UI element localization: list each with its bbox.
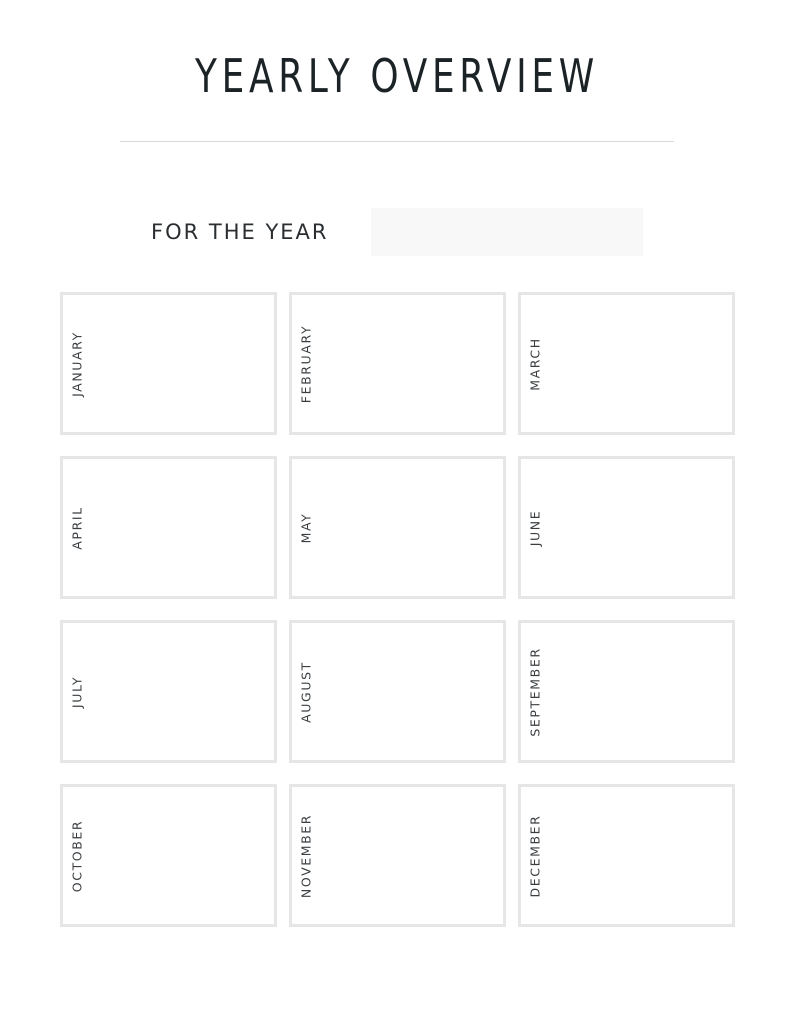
month-box-november[interactable] xyxy=(289,784,506,927)
month-label: APRIL xyxy=(69,505,85,550)
month-label: JANUARY xyxy=(69,330,85,397)
month-label: MARCH xyxy=(527,336,543,391)
month-label: SEPTEMBER xyxy=(527,646,543,737)
month-label: OCTOBER xyxy=(69,819,85,892)
title-divider xyxy=(120,141,674,142)
page-title: YEARLY OVERVIEW xyxy=(195,49,599,103)
month-box-september[interactable] xyxy=(518,620,735,763)
month-box-may[interactable] xyxy=(289,456,506,599)
year-field-label: FOR THE YEAR xyxy=(151,220,329,244)
month-label: NOVEMBER xyxy=(298,813,314,898)
month-label: MAY xyxy=(298,512,314,543)
months-grid xyxy=(60,292,735,927)
month-box-august[interactable] xyxy=(289,620,506,763)
month-box-june[interactable] xyxy=(518,456,735,599)
month-box-february[interactable] xyxy=(289,292,506,435)
month-label: JULY xyxy=(69,675,85,708)
month-label: FEBRUARY xyxy=(298,324,314,403)
month-box-april[interactable] xyxy=(60,456,277,599)
month-box-march[interactable] xyxy=(518,292,735,435)
month-label: JUNE xyxy=(527,509,543,546)
month-label: DECEMBER xyxy=(527,814,543,897)
month-box-july[interactable] xyxy=(60,620,277,763)
year-input[interactable] xyxy=(371,208,643,256)
month-box-january[interactable] xyxy=(60,292,277,435)
month-box-october[interactable] xyxy=(60,784,277,927)
month-label: AUGUST xyxy=(298,660,314,723)
month-box-december[interactable] xyxy=(518,784,735,927)
